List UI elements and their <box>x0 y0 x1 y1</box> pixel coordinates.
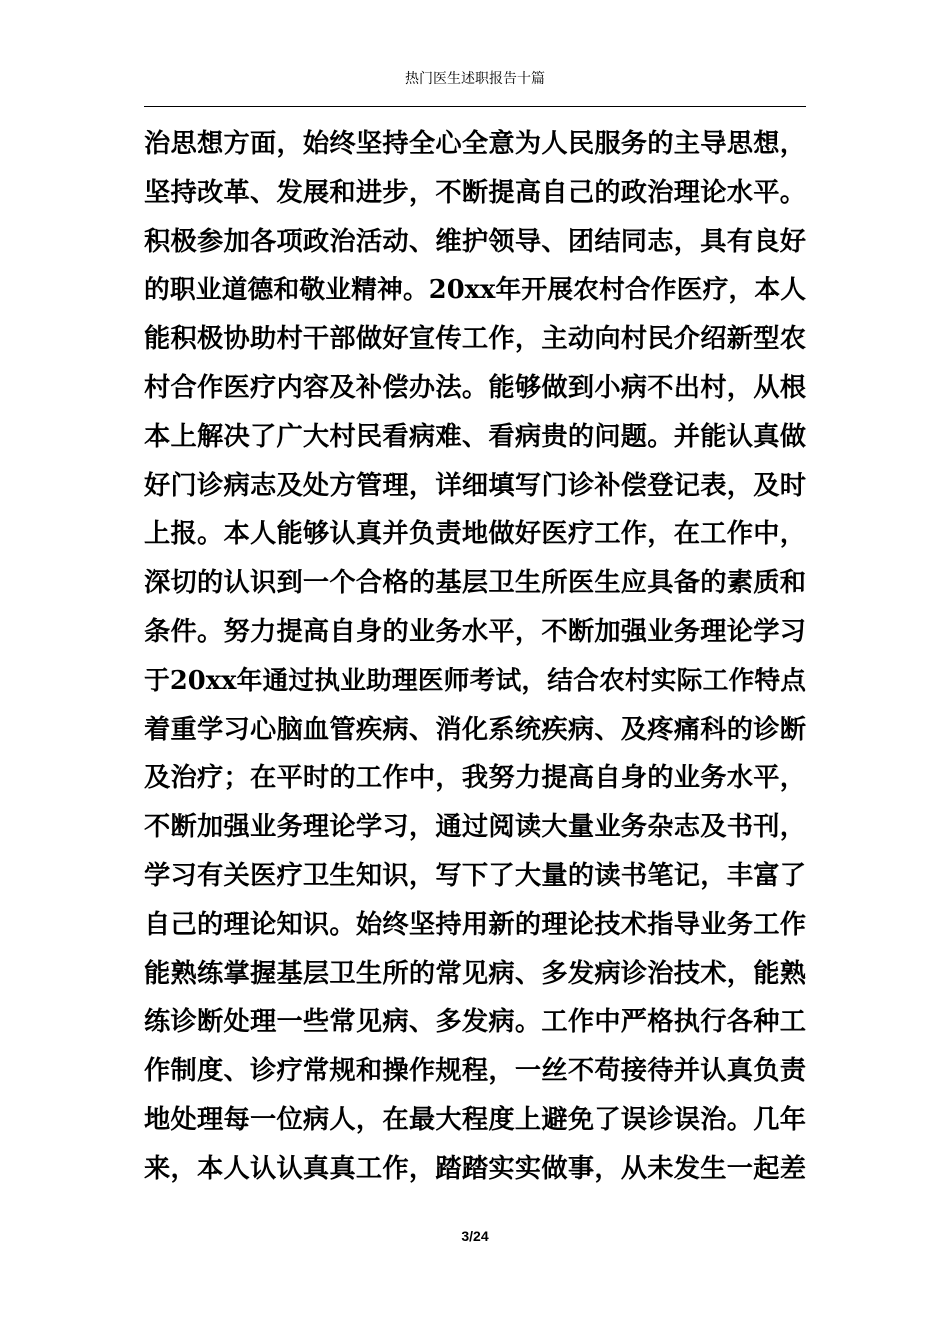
body-line: 好门诊病志及处方管理，详细填写门诊补偿登记表，及时 <box>144 469 806 501</box>
body-line: 地处理每一位病人，在最大程度上避免了误诊误治。几年 <box>144 1103 806 1135</box>
body-line: 积极参加各项政治活动、维护领导、团结同志，具有良好 <box>144 225 806 257</box>
body-line: 本上解决了广大村民看病难、看病贵的问题。并能认真做 <box>144 420 806 452</box>
header-divider <box>144 106 806 107</box>
body-line: 来，本人认认真真工作，踏踏实实做事，从未发生一起差 <box>144 1152 806 1184</box>
body-line: 条件。努力提高自身的业务水平，不断加强业务理论学习 <box>144 615 806 647</box>
body-line: 坚持改革、发展和进步，不断提高自己的政治理论水平。 <box>144 176 806 208</box>
body-line: 练诊断处理一些常见病、多发病。工作中严格执行各种工 <box>144 1006 806 1038</box>
body-line: 深切的认识到一个合格的基层卫生所医生应具备的素质和 <box>144 567 806 599</box>
page-number: 3/24 <box>461 1228 489 1244</box>
body-line: 能积极协助村干部做好宣传工作，主动向村民介绍新型农 <box>144 323 806 355</box>
page-header-title: 热门医生述职报告十篇 <box>405 71 545 87</box>
body-line: 的职业道德和敬业精神。20xx年开展农村合作医疗，本人 <box>144 275 806 306</box>
body-line: 作制度、诊疗常规和操作规程，一丝不苟接待并认真负责 <box>144 1055 806 1087</box>
body-line: 学习有关医疗卫生知识，写下了大量的读书笔记，丰富了 <box>144 859 806 891</box>
body-line: 着重学习心脑血管疾病、消化系统疾病、及疼痛科的诊断 <box>144 713 806 745</box>
body-line: 能熟练掌握基层卫生所的常见病、多发病诊治技术，能熟 <box>144 957 806 989</box>
body-line: 自己的理论知识。始终坚持用新的理论技术指导业务工作 <box>144 908 806 940</box>
body-line: 治思想方面，始终坚持全心全意为人民服务的主导思想， <box>144 128 806 159</box>
body-line: 及治疗；在平时的工作中，我努力提高自身的业务水平， <box>144 762 806 794</box>
document-body <box>144 120 806 1194</box>
body-line: 于20xx年通过执业助理医师考试，结合农村实际工作特点 <box>144 665 806 696</box>
body-line: 不断加强业务理论学习，通过阅读大量业务杂志及书刊， <box>144 811 806 843</box>
body-line: 村合作医疗内容及补偿办法。能够做到小病不出村，从根 <box>144 371 806 403</box>
body-line: 上报。本人能够认真并负责地做好医疗工作，在工作中， <box>144 518 806 550</box>
